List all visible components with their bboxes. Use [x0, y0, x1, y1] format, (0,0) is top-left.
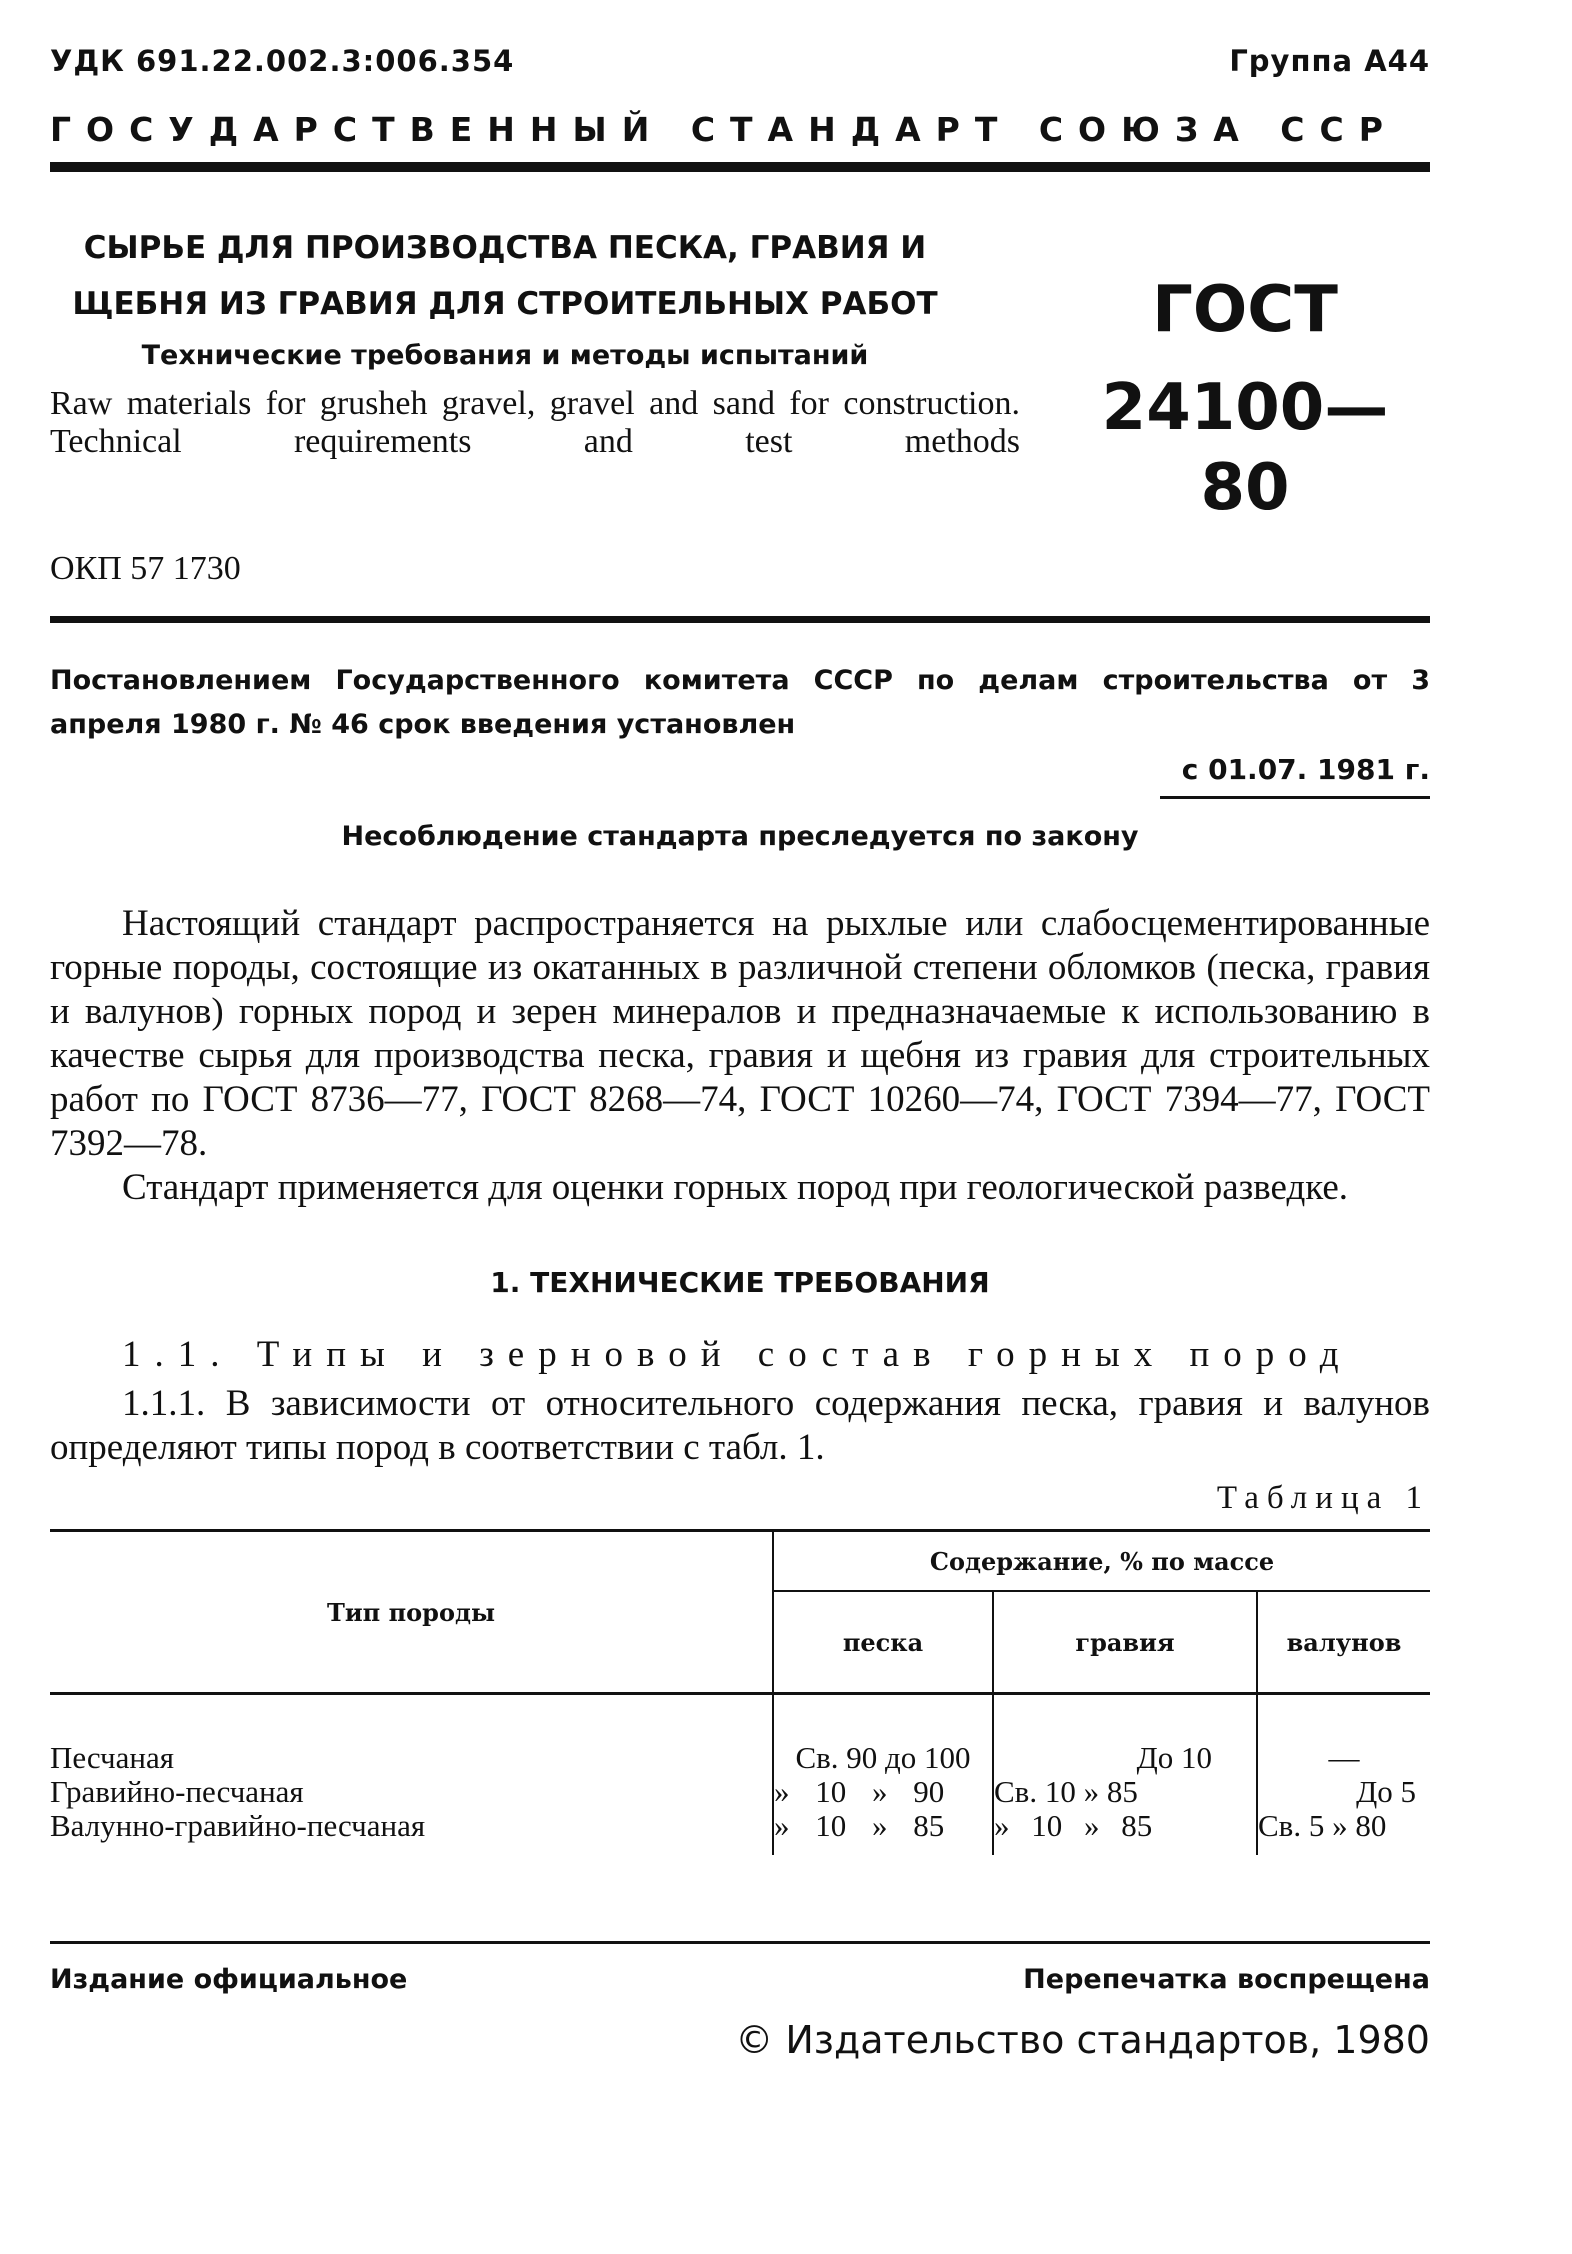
intro-paragraph-1: Настоящий стандарт распространяется на рыхлые или слабосцементированные горные породы, состоящие из окатанных в различной степени обломков (песка, гравия и валунов) горных пород и зерен минералов и предназначаемые к использованию в качестве сырья для производства песка, гравия и щебня из гравия для строительных работ по ГОСТ 8736—77, ГОСТ 8268—74, ГОСТ 10260—74, ГОСТ 7394—77, ГОСТ 7392—78. [50, 903, 1430, 1164]
row-boulder: До 5 [1356, 1774, 1416, 1809]
gost-designation [1060, 270, 1430, 528]
row-name: Гравийно-песчаная [50, 1775, 773, 1809]
okp-code: ОКП 57 1730 [50, 550, 241, 587]
row-gravel: Св. 10 » 85 [993, 1775, 1257, 1809]
row-boulder: — [1328, 1740, 1360, 1775]
udk-code: УДК 691.22.002.3:006.354 [50, 44, 515, 78]
row-sand: » 10 » 90 [773, 1775, 993, 1809]
table-label: Таблица 1 [1216, 1480, 1430, 1516]
date-underline [1160, 796, 1430, 799]
document-page [50, 30, 1430, 2062]
subsection-title: 1.1. Типы и зерновой состав горных пород [122, 1334, 1353, 1375]
okp-rule [50, 616, 1430, 623]
title-line-1: СЫРЬЕ ДЛЯ ПРОИЗВОДСТВА ПЕСКА, ГРАВИЯ И [83, 230, 927, 266]
reprint-notice: Перепечатка воспрещена [1023, 1964, 1430, 1995]
intro-text [50, 902, 1430, 1210]
footer-rule [50, 1941, 1430, 1944]
state-standard-heading: ГОСУДАРСТВЕННЫЙ СТАНДАРТ СОЮЗА ССР [50, 110, 1398, 149]
col-header-sand: песка [773, 1591, 993, 1694]
row-sand: » 10 » 85 [773, 1809, 993, 1855]
official-edition: Издание официальное [50, 1964, 408, 1995]
header-rule [50, 162, 1430, 172]
table-row [50, 1809, 1430, 1855]
section-title: 1. ТЕХНИЧЕСКИЕ ТРЕБОВАНИЯ [490, 1266, 990, 1299]
effective-date: с 01.07. 1981 г. [1181, 753, 1430, 786]
col-header-type: Тип породы [50, 1531, 773, 1694]
row-boulder: Св. 5 » 80 [1258, 1808, 1387, 1843]
col-header-gravel: гравия [993, 1591, 1257, 1694]
table-row [50, 1775, 1430, 1809]
table-rock-types [50, 1529, 1430, 1855]
title-english: Raw materials for grusheh gravel, gravel and sand for construction. Technical requirements and test methods [50, 385, 1020, 460]
clause-text: 1.1.1. В зависимости от относительного содержания песка, гравия и валунов определяют типы пород в соответствии с табл. 1. [50, 1383, 1430, 1468]
row-sand: Св. 90 до 100 [773, 1694, 993, 1776]
law-notice: Несоблюдение стандарта преследуется по закону [341, 821, 1139, 852]
decree-text: Постановлением Государственного комитета СССР по делам строительства от 3 апреля 1980 г. № 46 срок введения установлен [50, 665, 1430, 740]
row-name: Песчаная [50, 1694, 773, 1776]
title-block [50, 220, 1430, 550]
title-subtitle: Технические требования и методы испытаний [141, 340, 869, 371]
row-gravel: До 10 [993, 1694, 1257, 1776]
copyright: © Издательство стандартов, 1980 [735, 2018, 1430, 2062]
row-gravel: » 10 » 85 [993, 1809, 1257, 1855]
row-name: Валунно-гравийно-песчаная [50, 1809, 773, 1855]
title-left [50, 220, 1020, 461]
footer [50, 1958, 1430, 2008]
title-line-2: ЩЕБНЯ ИЗ ГРАВИЯ ДЛЯ СТРОИТЕЛЬНЫХ РАБОТ [72, 286, 938, 322]
group-code: Группа А44 [1229, 44, 1430, 78]
gost-number: 24100—80 [1101, 371, 1389, 525]
intro-paragraph-2: Стандарт применяется для оценки горных пород при геологической разведке. [122, 1167, 1349, 1208]
header [50, 30, 1430, 90]
table-row [50, 1694, 1430, 1776]
gost-label: ГОСТ [1152, 273, 1338, 347]
col-header-content: Содержание, % по массе [773, 1531, 1430, 1592]
col-header-boulder: валунов [1257, 1591, 1430, 1694]
